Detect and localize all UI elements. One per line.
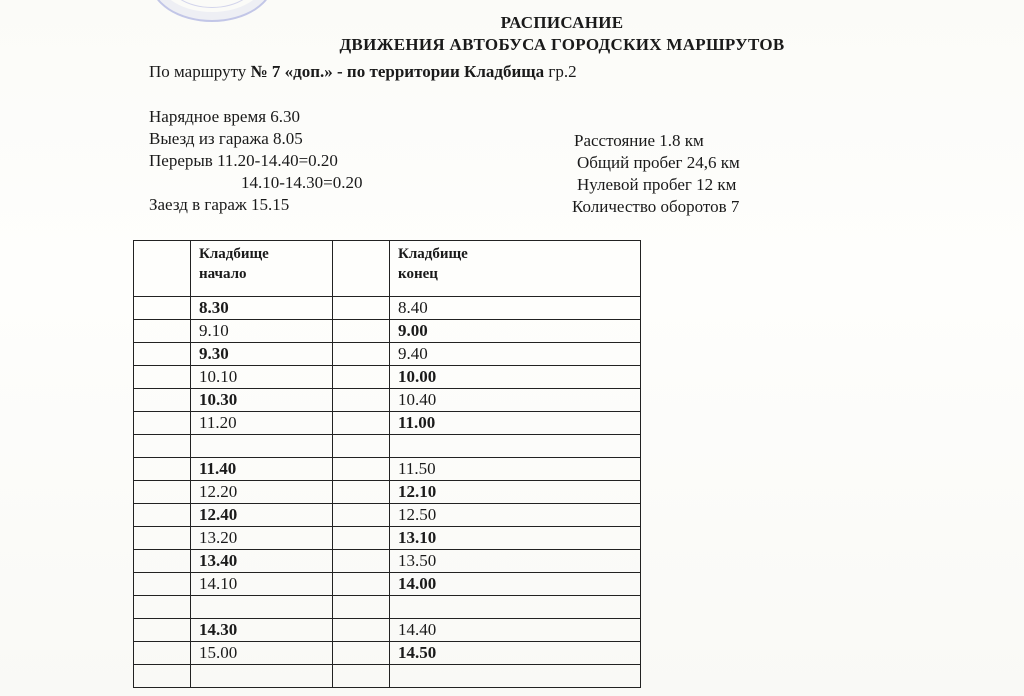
table-row: [134, 504, 641, 527]
garage-departure: Выезд из гаража 8.05: [149, 129, 303, 148]
table-cell: [134, 665, 191, 688]
table-row: [134, 550, 641, 573]
departure-time-end: [390, 665, 641, 688]
departure-time-end: 10.40: [390, 389, 641, 412]
garage-return: Заезд в гараж 15.15: [149, 195, 290, 214]
table-cell: [333, 550, 390, 573]
table-cell: [333, 297, 390, 320]
table-row: [134, 596, 641, 619]
document-subtitle: ДВИЖЕНИЯ АВТОБУСА ГОРОДСКИХ МАРШРУТОВ: [339, 35, 785, 54]
dispatch-time: Нарядное время 6.30: [149, 107, 301, 126]
departure-time-start: 10.30: [191, 389, 333, 412]
departure-time-end: 14.40: [390, 619, 641, 642]
break-time-2: 14.10-14.30=0.20: [241, 173, 363, 192]
route-name: № 7 «доп.» - по территории Кладбища: [250, 62, 549, 81]
table-cell: [333, 527, 390, 550]
departure-time-start: 10.10: [191, 366, 333, 389]
turnover-count: Количество оборотов 7: [572, 197, 740, 216]
departure-time-start: 11.40: [191, 458, 333, 481]
departure-time-start: 11.20: [191, 412, 333, 435]
table-cell: [134, 596, 191, 619]
departure-time-end: 12.50: [390, 504, 641, 527]
departure-time-start: 13.20: [191, 527, 333, 550]
departure-time-end: 11.00: [390, 412, 641, 435]
table-row: [134, 642, 641, 665]
table-cell: [134, 550, 191, 573]
departure-time-start: 15.00: [191, 642, 333, 665]
route-group: гр.2: [548, 62, 577, 81]
table-cell: [134, 642, 191, 665]
departure-time-end: 12.10: [390, 481, 641, 504]
table-cell: [333, 343, 390, 366]
route-line: [149, 62, 577, 82]
departure-time-start: 9.10: [191, 320, 333, 343]
header-start-line2: начало: [199, 266, 247, 282]
table-cell: [134, 435, 191, 458]
departure-time-end: 9.00: [390, 320, 641, 343]
document-title: РАСПИСАНИЕ: [500, 13, 624, 32]
departure-time-end: 14.00: [390, 573, 641, 596]
table-cell: [134, 320, 191, 343]
departure-time-start: [191, 435, 333, 458]
table-header-cell: [333, 241, 390, 297]
table-cell: [134, 297, 191, 320]
departure-time-start: 14.10: [191, 573, 333, 596]
table-row: [134, 573, 641, 596]
table-row: [134, 343, 641, 366]
departure-time-start: 9.30: [191, 343, 333, 366]
departure-time-start: [191, 596, 333, 619]
column-header-end: [390, 241, 641, 297]
table-row: [134, 412, 641, 435]
header-start-line1: Кладбище: [199, 246, 269, 262]
distance: Расстояние 1.8 км: [574, 131, 704, 150]
route-prefix: По маршруту: [149, 62, 251, 81]
table-cell: [134, 619, 191, 642]
departure-time-end: 14.50: [390, 642, 641, 665]
schedule-table: [133, 240, 641, 688]
table-row: [134, 320, 641, 343]
departure-time-end: 13.50: [390, 550, 641, 573]
departure-time-end: [390, 435, 641, 458]
table-cell: [134, 412, 191, 435]
departure-time-start: 12.20: [191, 481, 333, 504]
table-cell: [333, 596, 390, 619]
departure-time-start: [191, 665, 333, 688]
zero-mileage: Нулевой пробег 12 км: [577, 175, 737, 194]
departure-time-end: 13.10: [390, 527, 641, 550]
table-cell: [333, 619, 390, 642]
table-cell: [333, 573, 390, 596]
table-cell: [333, 412, 390, 435]
table-cell: [333, 481, 390, 504]
column-header-start: [191, 241, 333, 297]
table-header-row: [134, 241, 641, 297]
table-cell: [134, 527, 191, 550]
table-row: [134, 366, 641, 389]
table-row: [134, 389, 641, 412]
header-end-line1: Кладбище: [398, 246, 468, 262]
departure-time-end: [390, 596, 641, 619]
departure-time-end: 9.40: [390, 343, 641, 366]
table-row: [134, 458, 641, 481]
table-cell: [134, 366, 191, 389]
departure-time-start: 12.40: [191, 504, 333, 527]
table-cell: [134, 504, 191, 527]
table-cell: [333, 435, 390, 458]
table-header-cell: [134, 241, 191, 297]
departure-time-start: 8.30: [191, 297, 333, 320]
departure-time-end: 10.00: [390, 366, 641, 389]
table-row: [134, 619, 641, 642]
route-stats-block: [574, 130, 740, 218]
departure-time-end: 11.50: [390, 458, 641, 481]
table-cell: [333, 642, 390, 665]
table-cell: [134, 458, 191, 481]
total-mileage: Общий пробег 24,6 км: [577, 153, 740, 172]
table-row: [134, 665, 641, 688]
departure-time-start: 14.30: [191, 619, 333, 642]
table-cell: [333, 458, 390, 481]
departure-time-end: 8.40: [390, 297, 641, 320]
table-cell: [134, 481, 191, 504]
break-time-1: Перерыв 11.20-14.40=0.20: [149, 151, 338, 170]
table-cell: [333, 504, 390, 527]
table-row: [134, 297, 641, 320]
table-row: [134, 481, 641, 504]
departure-time-start: 13.40: [191, 550, 333, 573]
table-cell: [134, 343, 191, 366]
table-cell: [333, 320, 390, 343]
table-cell: [333, 665, 390, 688]
table-cell: [134, 389, 191, 412]
table-row: [134, 435, 641, 458]
table-cell: [333, 389, 390, 412]
schedule-times-block: [149, 106, 363, 216]
header-end-line2: конец: [398, 266, 438, 282]
table-cell: [333, 366, 390, 389]
table-row: [134, 527, 641, 550]
table-cell: [134, 573, 191, 596]
